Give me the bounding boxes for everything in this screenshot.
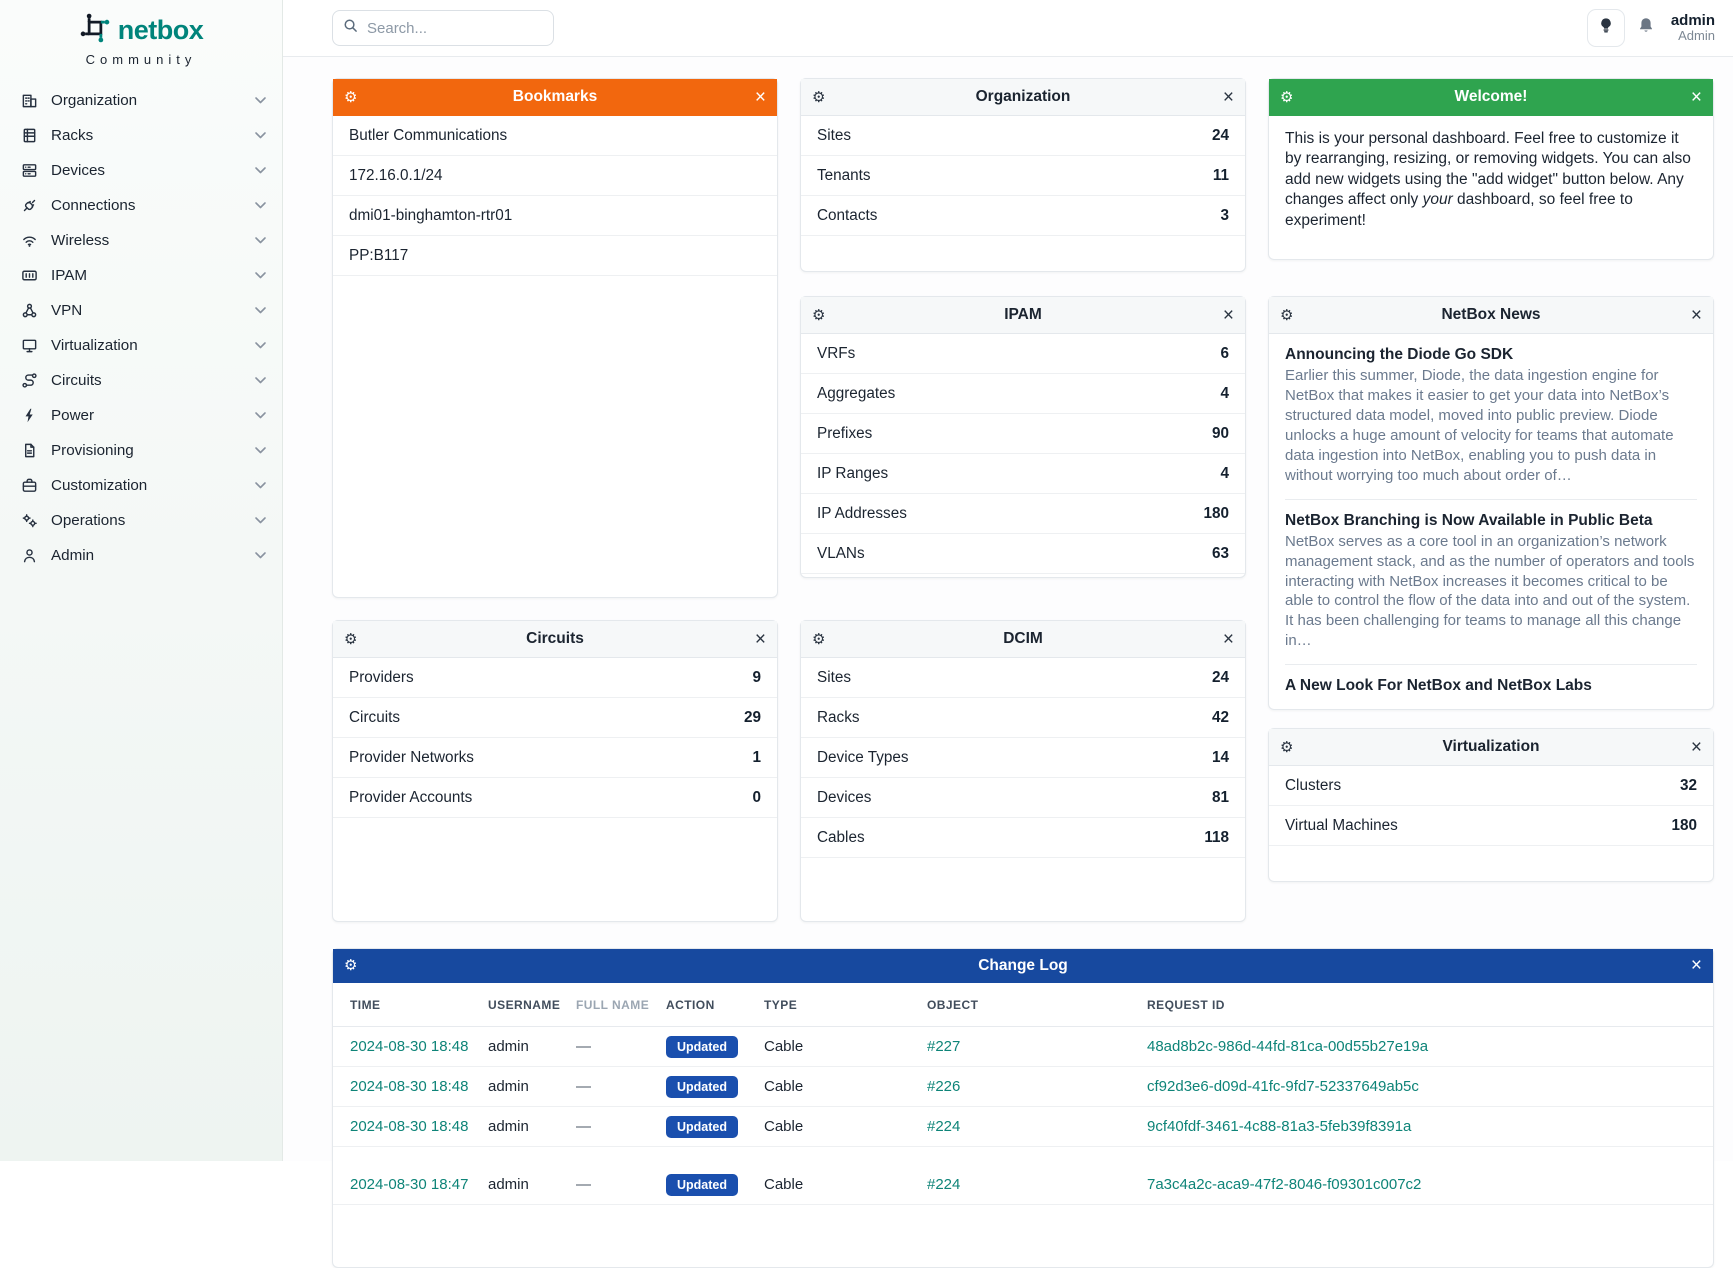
- sidebar-item-label: Wireless: [51, 232, 110, 249]
- stat-value: 11: [1212, 166, 1229, 184]
- changelog-full-name: —: [576, 1118, 591, 1135]
- gear-icon[interactable]: ⚙: [812, 305, 826, 324]
- gear-icon[interactable]: ⚙: [344, 956, 358, 974]
- changelog-object-link[interactable]: #226: [927, 1078, 961, 1095]
- sidebar-item-virtualization[interactable]: [0, 328, 282, 363]
- changelog-time-link[interactable]: 2024-08-30 18:47: [350, 1176, 469, 1193]
- sidebar: [0, 0, 283, 1161]
- changelog-full-name: —: [576, 1038, 591, 1055]
- stat-label: Tenants: [817, 166, 871, 184]
- stat-label: Sites: [817, 126, 852, 144]
- user-name: admin: [1670, 11, 1715, 29]
- stat-row[interactable]: [1269, 806, 1713, 846]
- stat-row[interactable]: [333, 698, 777, 738]
- theme-toggle-button[interactable]: [1587, 9, 1625, 47]
- chevron-down-icon: [255, 552, 266, 559]
- sidebar-item-label: IPAM: [51, 267, 88, 284]
- notifications-button[interactable]: [1637, 16, 1655, 40]
- table-row: [333, 1107, 1713, 1147]
- wifi-icon: [20, 232, 38, 250]
- stat-label: Cables: [817, 828, 865, 846]
- close-icon[interactable]: ×: [1690, 304, 1702, 326]
- rack-icon: [20, 127, 38, 145]
- news-article-title[interactable]: A New Look For NetBox and NetBox Labs: [1285, 677, 1592, 695]
- changelog-time-link[interactable]: 2024-08-30 18:48: [350, 1118, 469, 1135]
- widget-title: Circuits: [526, 630, 584, 647]
- gear-icon[interactable]: ⚙: [1280, 305, 1294, 324]
- close-icon[interactable]: ×: [1690, 86, 1702, 108]
- stat-value: 0: [752, 788, 761, 806]
- stat-row[interactable]: [801, 156, 1245, 196]
- sidebar-item-admin[interactable]: [0, 538, 282, 573]
- chevron-down-icon: [255, 272, 266, 279]
- sidebar-nav: [0, 83, 282, 573]
- news-article-title[interactable]: NetBox Branching is Now Available in Public Beta: [1285, 511, 1653, 529]
- column-header: TYPE: [764, 997, 798, 1012]
- netbox-logo-icon: [79, 12, 111, 49]
- widget-header[interactable]: [1269, 729, 1713, 766]
- column-header: REQUEST ID: [1147, 997, 1225, 1012]
- sidebar-item-organization[interactable]: [0, 83, 282, 118]
- stat-row[interactable]: [801, 414, 1245, 454]
- changelog-header-row: [333, 983, 1713, 1027]
- news-article: [1285, 334, 1697, 500]
- dashboard: [283, 57, 1733, 1193]
- sidebar-item-label: Circuits: [51, 372, 102, 389]
- stat-label: Circuits: [349, 708, 400, 726]
- sidebar-item-label: Devices: [51, 162, 106, 179]
- widget-change-log: [332, 948, 1714, 1268]
- stat-row[interactable]: [333, 738, 777, 778]
- chevron-down-icon: [255, 517, 266, 524]
- changelog-time-link[interactable]: 2024-08-30 18:48: [350, 1038, 469, 1055]
- topbar: [283, 0, 1733, 57]
- stat-row[interactable]: [801, 196, 1245, 236]
- gear-icon[interactable]: ⚙: [344, 629, 358, 648]
- close-icon[interactable]: ×: [1690, 955, 1702, 976]
- stat-value: 42: [1211, 708, 1229, 726]
- stat-label: Prefixes: [817, 424, 873, 442]
- widget-title: IPAM: [1004, 306, 1042, 323]
- stat-label: Aggregates: [817, 384, 896, 402]
- status-badge: Updated: [666, 1174, 738, 1196]
- sidebar-item-operations[interactable]: [0, 503, 282, 538]
- welcome-text-after: dashboard, so feel free to experiment!: [1285, 191, 1633, 229]
- widget-title: Bookmarks: [512, 88, 598, 105]
- stat-row[interactable]: [801, 658, 1245, 698]
- changelog-action: [666, 1036, 764, 1058]
- stat-value: 24: [1211, 668, 1229, 686]
- stat-label: Provider Accounts: [349, 788, 473, 806]
- chevron-down-icon: [255, 447, 266, 454]
- gear-icon[interactable]: ⚙: [812, 87, 826, 106]
- widget-dcim: [800, 620, 1246, 922]
- changelog-request-id-link[interactable]: 48ad8b2c-986d-44fd-81ca-00d55b27e19a: [1147, 1038, 1429, 1055]
- chevron-down-icon: [255, 412, 266, 419]
- route-icon: [20, 372, 38, 390]
- stat-value: 14: [1211, 748, 1229, 766]
- stat-label: Clusters: [1285, 776, 1342, 794]
- close-icon[interactable]: ×: [1222, 86, 1234, 108]
- widget-ipam: [800, 296, 1246, 578]
- stat-label: IP Addresses: [817, 504, 907, 522]
- stat-label: VLANs: [817, 544, 865, 562]
- stat-label: Provider Networks: [349, 748, 474, 766]
- column-header: FULL NAME: [576, 997, 650, 1012]
- changelog-username: admin: [488, 1176, 529, 1193]
- chevron-down-icon: [255, 202, 266, 209]
- sidebar-item-wireless[interactable]: [0, 223, 282, 258]
- widget-title: Change Log: [978, 956, 1068, 974]
- news-list: [1269, 334, 1713, 710]
- gear-icon[interactable]: ⚙: [344, 87, 358, 106]
- stat-value: 81: [1211, 788, 1229, 806]
- stat-label: VRFs: [817, 344, 856, 362]
- bookmark-label: Butler Communications: [349, 126, 508, 144]
- changelog-request-id-link[interactable]: cf92d3e6-d09d-41fc-9fd7-52337649ab5c: [1147, 1078, 1419, 1095]
- widget-title: Virtualization: [1442, 738, 1540, 755]
- chevron-down-icon: [255, 482, 266, 489]
- search-icon: [343, 18, 358, 38]
- status-badge: Updated: [666, 1116, 738, 1138]
- news-article-body: NetBox serves as a core tool in an organization’s network management stack, and as the number of operators and tools interacting with NetBox increases it becomes critical to be able to control the flow of the data into and out of the system. It has been challenging for teams to manage all this change in…: [1285, 532, 1695, 650]
- widget-virtualization: [1268, 728, 1714, 882]
- stat-row[interactable]: [801, 698, 1245, 738]
- sidebar-item-label: Organization: [51, 92, 138, 109]
- stat-value: 3: [1220, 206, 1229, 224]
- column-header: USERNAME: [488, 997, 561, 1012]
- widget-header[interactable]: [801, 79, 1245, 116]
- news-article-title[interactable]: Announcing the Diode Go SDK: [1285, 346, 1514, 363]
- close-icon[interactable]: ×: [754, 86, 766, 108]
- chevron-down-icon: [255, 97, 266, 104]
- changelog-object-link[interactable]: #224: [927, 1176, 961, 1193]
- stat-label: Contacts: [817, 206, 878, 224]
- news-article: [1285, 500, 1697, 666]
- server-icon: [20, 162, 38, 180]
- widget-header[interactable]: [333, 621, 777, 658]
- user-icon: [20, 547, 38, 565]
- welcome-text-before: This is your personal dashboard. Feel free to customize it by rearranging, resizing, or removing widgets. You can also add new widgets using the "add widget" button below. Any changes affect only: [1285, 130, 1691, 209]
- column-header: OBJECT: [927, 997, 979, 1012]
- stat-value: 90: [1211, 424, 1229, 442]
- sidebar-item-label: Virtualization: [51, 337, 138, 354]
- news-article: [1285, 665, 1697, 710]
- widget-circuits: [332, 620, 778, 922]
- stat-value: 6: [1220, 344, 1229, 362]
- stat-label: Sites: [817, 668, 852, 686]
- stat-label: Device Types: [817, 748, 909, 766]
- document-icon: [20, 442, 38, 460]
- chevron-down-icon: [255, 377, 266, 384]
- changelog-type: Cable: [764, 1038, 804, 1055]
- sidebar-item-label: Admin: [51, 547, 95, 564]
- stat-value: 180: [1203, 504, 1229, 522]
- bookmark-link[interactable]: [333, 196, 777, 236]
- welcome-italic-word: your: [1422, 191, 1453, 209]
- user-menu[interactable]: [1671, 12, 1715, 44]
- changelog-action: [666, 1076, 764, 1098]
- close-icon[interactable]: ×: [1222, 628, 1234, 650]
- network-icon: [20, 302, 38, 320]
- widget-title: Welcome!: [1454, 88, 1528, 105]
- stat-row[interactable]: [801, 116, 1245, 156]
- plug-icon: [20, 197, 38, 215]
- chevron-down-icon: [255, 307, 266, 314]
- changelog-action: [666, 1116, 764, 1138]
- sidebar-item-label: Racks: [51, 127, 94, 144]
- changelog-request-id-link[interactable]: 7a3c4a2c-aca9-47f2-8046-f09301c007c2: [1147, 1176, 1422, 1193]
- stat-row[interactable]: [333, 778, 777, 818]
- gear-icon[interactable]: ⚙: [812, 629, 826, 648]
- stat-value: 118: [1204, 828, 1229, 846]
- bookmark-link[interactable]: [333, 156, 777, 196]
- sidebar-item-power[interactable]: [0, 398, 282, 433]
- bookmark-link[interactable]: [333, 236, 777, 276]
- bookmark-label: dmi01-binghamton-rtr01: [349, 206, 513, 224]
- gear-icon[interactable]: ⚙: [1280, 87, 1294, 106]
- stat-row[interactable]: [801, 778, 1245, 818]
- stat-value: 180: [1671, 816, 1697, 834]
- stat-value: 24: [1211, 126, 1229, 144]
- search-input[interactable]: [367, 20, 527, 37]
- widget-header[interactable]: [1269, 79, 1713, 116]
- monitor-icon: [20, 337, 38, 355]
- widget-title: Organization: [975, 88, 1071, 105]
- brand-name: netbox: [117, 15, 204, 45]
- widget-bookmarks: [332, 78, 778, 598]
- chevron-down-icon: [255, 237, 266, 244]
- widget-header[interactable]: [1269, 297, 1713, 334]
- changelog-username: admin: [488, 1118, 529, 1135]
- bolt-icon: [20, 407, 38, 425]
- stat-value: 29: [743, 708, 761, 726]
- briefcase-icon: [20, 477, 38, 495]
- sidebar-item-label: VPN: [51, 302, 83, 319]
- close-icon[interactable]: ×: [754, 628, 766, 650]
- widget-header[interactable]: [801, 621, 1245, 658]
- column-header: TIME: [350, 997, 381, 1012]
- sidebar-item-provisioning[interactable]: [0, 433, 282, 468]
- stat-row[interactable]: [801, 534, 1245, 574]
- sidebar-item-connections[interactable]: [0, 188, 282, 223]
- stat-row[interactable]: [801, 738, 1245, 778]
- stat-row[interactable]: [1269, 766, 1713, 806]
- stat-value: 4: [1220, 384, 1229, 402]
- changelog-username: admin: [488, 1078, 529, 1095]
- chevron-down-icon: [255, 132, 266, 139]
- bookmark-label: PP:B117: [349, 246, 409, 264]
- gears-icon: [20, 512, 38, 530]
- changelog-type: Cable: [764, 1118, 804, 1135]
- widget-header[interactable]: [801, 297, 1245, 334]
- close-icon[interactable]: ×: [1690, 736, 1702, 758]
- widget-netbox-news: [1268, 296, 1714, 710]
- stat-value: 4: [1220, 464, 1229, 482]
- column-header: ACTION: [666, 997, 715, 1012]
- stat-value: 32: [1679, 776, 1697, 794]
- stat-value: 1: [752, 748, 761, 766]
- close-icon[interactable]: ×: [1222, 304, 1234, 326]
- sidebar-item-devices[interactable]: [0, 153, 282, 188]
- stat-value: 9: [752, 668, 761, 686]
- sidebar-item-ipam[interactable]: [0, 258, 282, 293]
- sidebar-item-label: Provisioning: [51, 442, 134, 459]
- changelog-type: Cable: [764, 1176, 804, 1193]
- changelog-username: admin: [488, 1038, 529, 1055]
- stat-label: IP Ranges: [817, 464, 889, 482]
- changelog-time-link[interactable]: 2024-08-30 18:48: [350, 1078, 469, 1095]
- building-icon: [20, 92, 38, 110]
- ip-address-icon: [20, 267, 38, 285]
- widget-organization: [800, 78, 1246, 272]
- sidebar-item-label: Connections: [51, 197, 136, 214]
- changelog-object-link[interactable]: #224: [927, 1118, 961, 1135]
- bookmark-label: 172.16.0.1/24: [349, 166, 443, 184]
- sidebar-item-label: Customization: [51, 477, 148, 494]
- user-role: Admin: [1678, 28, 1715, 44]
- stat-row[interactable]: [801, 818, 1245, 858]
- brand[interactable]: [0, 0, 282, 67]
- status-badge: Updated: [666, 1076, 738, 1098]
- changelog-request-id-link[interactable]: 9cf40fdf-3461-4c88-81a3-5feb39f8391a: [1147, 1118, 1412, 1135]
- stat-row[interactable]: [801, 334, 1245, 374]
- stat-row[interactable]: [801, 374, 1245, 414]
- stat-label: Providers: [349, 668, 414, 686]
- news-article-body: Earlier this summer, Diode, the data ingestion engine for NetBox that makes it easier to get your data into NetBox’s structured data model, moved into public preview. Diode unlocks a huge amount of velocity for teams that automate data ingestion into NetBox, enabling you to push data in without worrying too much about order of…: [1285, 367, 1674, 484]
- widget-header[interactable]: [333, 949, 1713, 983]
- sidebar-item-circuits[interactable]: [0, 363, 282, 398]
- chevron-down-icon: [255, 342, 266, 349]
- status-badge: Updated: [666, 1036, 738, 1058]
- table-row: [333, 1165, 1713, 1205]
- stat-row[interactable]: [801, 454, 1245, 494]
- changelog-object-link[interactable]: #227: [927, 1038, 961, 1055]
- brand-subtitle: Community: [85, 52, 197, 67]
- stat-value: 63: [1211, 544, 1229, 562]
- welcome-text: [1269, 116, 1713, 244]
- changelog-full-name: —: [576, 1078, 591, 1095]
- sidebar-item-customization[interactable]: [0, 468, 282, 503]
- stat-row[interactable]: [333, 658, 777, 698]
- widget-title: DCIM: [1003, 630, 1043, 647]
- sidebar-item-vpn[interactable]: [0, 293, 282, 328]
- bookmark-link[interactable]: [333, 116, 777, 156]
- widget-welcome: [1268, 78, 1714, 260]
- table-row: [333, 1027, 1713, 1067]
- stat-label: Racks: [817, 708, 860, 726]
- sidebar-item-label: Operations: [51, 512, 126, 529]
- bell-icon: [1637, 16, 1655, 40]
- sidebar-item-racks[interactable]: [0, 118, 282, 153]
- stat-label: Devices: [817, 788, 872, 806]
- changelog-action: [666, 1174, 764, 1196]
- changelog-full-name: —: [576, 1176, 591, 1193]
- stat-row[interactable]: [801, 494, 1245, 534]
- widget-header[interactable]: [333, 79, 777, 116]
- search-box[interactable]: [332, 10, 554, 46]
- chevron-down-icon: [255, 167, 266, 174]
- changelog-type: Cable: [764, 1078, 804, 1095]
- lightbulb-icon: [1598, 17, 1614, 39]
- table-row: [333, 1067, 1713, 1107]
- widget-title: NetBox News: [1441, 306, 1541, 323]
- gear-icon[interactable]: ⚙: [1280, 737, 1294, 756]
- sidebar-item-label: Power: [51, 407, 95, 424]
- stat-label: Virtual Machines: [1285, 816, 1398, 834]
